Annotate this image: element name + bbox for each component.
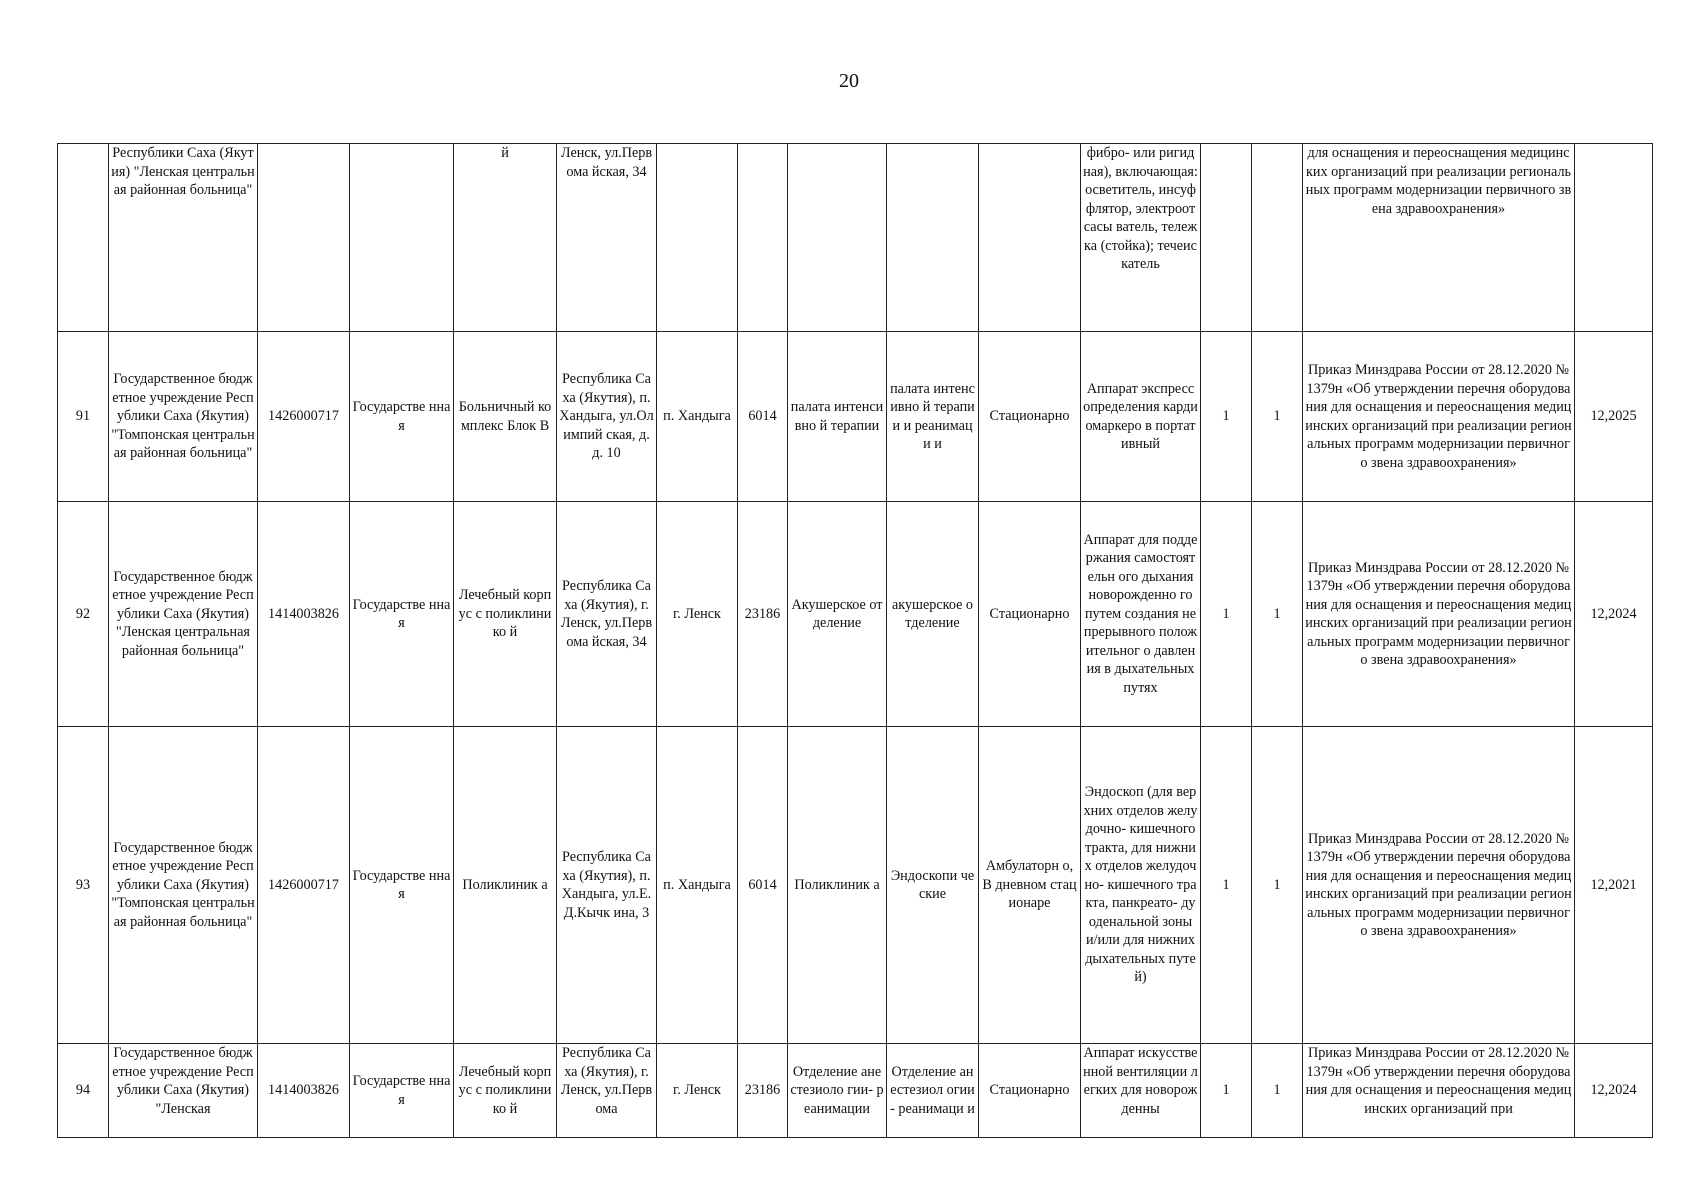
settlement: г. Ленск: [657, 502, 738, 727]
department: палата интенсивно й терапии: [788, 332, 887, 502]
settlement: п. Хандыга: [657, 727, 738, 1044]
inn: 1414003826: [258, 502, 350, 727]
legal-basis: Приказ Минздрава России от 28.12.2020 № 1379н «Об утверждении перечня оборудования для оснащения и переоснащения медицинских организаций при реализации региональных программ модернизации первичного звена здравоохранения»: [1303, 727, 1575, 1044]
legal-basis: Приказ Минздрава России от 28.12.2020 № 1379н «Об утверждении перечня оборудования для оснащения и переоснащения медицинских организаций при: [1303, 1044, 1575, 1138]
organization-name: Республики Саха (Якутия) "Ленская центральная районная больница": [109, 144, 258, 332]
care-profile: [887, 144, 979, 332]
inn: 1426000717: [258, 727, 350, 1044]
organization-name: Государственное бюджетное учреждение Республики Саха (Якутия) "Ленская центральная районная больница": [109, 502, 258, 727]
equipment-name: фибро- или ригидная), включающая: осветитель, инсуффлятор, электроотсасы ватель, тележка (стойка); течеискатель: [1081, 144, 1201, 332]
building-name: Больничный комплекс Блок В: [454, 332, 557, 502]
care-profile: акушерское отделение: [887, 502, 979, 727]
quantity-planned: 1: [1201, 332, 1252, 502]
ownership-form: Государстве нная: [350, 332, 454, 502]
delivery-date: 12,2025: [1575, 332, 1653, 502]
quantity-total: 1: [1252, 332, 1303, 502]
department: [788, 144, 887, 332]
care-profile: Эндоскопи ческие: [887, 727, 979, 1044]
population: 23186: [738, 1044, 788, 1138]
table-row: [58, 144, 1653, 332]
legal-basis: для оснащения и переоснащения медицинских организаций при реализации региональных программ модернизации первичного звена здравоохранения»: [1303, 144, 1575, 332]
building-name: й: [454, 144, 557, 332]
care-profile: Отделение анестезиол огии- реанимаци и: [887, 1044, 979, 1138]
population: [738, 144, 788, 332]
population: 6014: [738, 332, 788, 502]
department: Акушерское отделение: [788, 502, 887, 727]
equipment-name: Аппарат экспресс определения кардиомаркеро в портативный: [1081, 332, 1201, 502]
quantity-planned: 1: [1201, 502, 1252, 727]
building-name: Лечебный корпус с поликлинико й: [454, 502, 557, 727]
care-form: Амбулаторн о, В дневном стационаре: [979, 727, 1081, 1044]
department: Поликлиник а: [788, 727, 887, 1044]
ownership-form: Государстве нная: [350, 1044, 454, 1138]
ownership-form: Государстве нная: [350, 502, 454, 727]
delivery-date: 12,2024: [1575, 502, 1653, 727]
care-form: Стационарно: [979, 332, 1081, 502]
quantity-total: [1252, 144, 1303, 332]
row-number: [58, 144, 109, 332]
row-number: 92: [58, 502, 109, 727]
delivery-date: 12,2021: [1575, 727, 1653, 1044]
inn: 1414003826: [258, 1044, 350, 1138]
population: 6014: [738, 727, 788, 1044]
building-name: Лечебный корпус с поликлинико й: [454, 1044, 557, 1138]
organization-name: Государственное бюджетное учреждение Республики Саха (Якутия) "Томпонская центральная районная больница": [109, 332, 258, 502]
table-row: [58, 1044, 1653, 1138]
address: Республика Саха (Якутия), г. Ленск, ул.Первома: [557, 1044, 657, 1138]
ownership-form: [350, 144, 454, 332]
inn: [258, 144, 350, 332]
equipment-table: [57, 143, 1653, 1138]
row-number: 91: [58, 332, 109, 502]
care-form: Стационарно: [979, 502, 1081, 727]
row-number: 93: [58, 727, 109, 1044]
building-name: Поликлиник а: [454, 727, 557, 1044]
equipment-name: Аппарат для поддержания самостоятельн ого дыхания новорожденно го путем создания непрерывного положительног о давления в дыхательных путях: [1081, 502, 1201, 727]
settlement: п. Хандыга: [657, 332, 738, 502]
quantity-total: 1: [1252, 727, 1303, 1044]
equipment-name: Аппарат искусственной вентиляции легких для новорожденны: [1081, 1044, 1201, 1138]
table-row: [58, 502, 1653, 727]
address: Республика Саха (Якутия), г. Ленск, ул.Первома йская, 34: [557, 502, 657, 727]
address: Республика Саха (Якутия), п. Хандыга, ул.Е.Д.Кычк ина, 3: [557, 727, 657, 1044]
care-form: Стационарно: [979, 1044, 1081, 1138]
legal-basis: Приказ Минздрава России от 28.12.2020 № 1379н «Об утверждении перечня оборудования для оснащения и переоснащения медицинских организаций при реализации региональных программ модернизации первичного звена здравоохранения»: [1303, 332, 1575, 502]
inn: 1426000717: [258, 332, 350, 502]
care-form: [979, 144, 1081, 332]
page-number: 20: [839, 70, 859, 92]
legal-basis: Приказ Минздрава России от 28.12.2020 № 1379н «Об утверждении перечня оборудования для оснащения и переоснащения медицинских организаций при реализации региональных программ модернизации первичного звена здравоохранения»: [1303, 502, 1575, 727]
quantity-planned: 1: [1201, 727, 1252, 1044]
table-row: [58, 727, 1653, 1044]
population: 23186: [738, 502, 788, 727]
row-number: 94: [58, 1044, 109, 1138]
address: Ленск, ул.Первома йская, 34: [557, 144, 657, 332]
quantity-total: 1: [1252, 1044, 1303, 1138]
equipment-name: Эндоскоп (для верхних отделов желудочно- кишечного тракта, для нижних отделов желудочно- кишечного тракта, панкреато- дуоденальной зоны и/или для нижних дыхательных путей): [1081, 727, 1201, 1044]
table-row: [58, 332, 1653, 502]
quantity-total: 1: [1252, 502, 1303, 727]
quantity-planned: [1201, 144, 1252, 332]
organization-name: Государственное бюджетное учреждение Республики Саха (Якутия) "Ленская: [109, 1044, 258, 1138]
department: Отделение анестезиоло гии- реанимации: [788, 1044, 887, 1138]
delivery-date: [1575, 144, 1653, 332]
quantity-planned: 1: [1201, 1044, 1252, 1138]
settlement: г. Ленск: [657, 1044, 738, 1138]
organization-name: Государственное бюджетное учреждение Республики Саха (Якутия) "Томпонская центральная районная больница": [109, 727, 258, 1044]
care-profile: палата интенсивно й терапии и реанимаци и: [887, 332, 979, 502]
address: Республика Саха (Якутия), п. Хандыга, ул.Олимпий ская, д.д. 10: [557, 332, 657, 502]
ownership-form: Государстве нная: [350, 727, 454, 1044]
delivery-date: 12,2024: [1575, 1044, 1653, 1138]
settlement: [657, 144, 738, 332]
